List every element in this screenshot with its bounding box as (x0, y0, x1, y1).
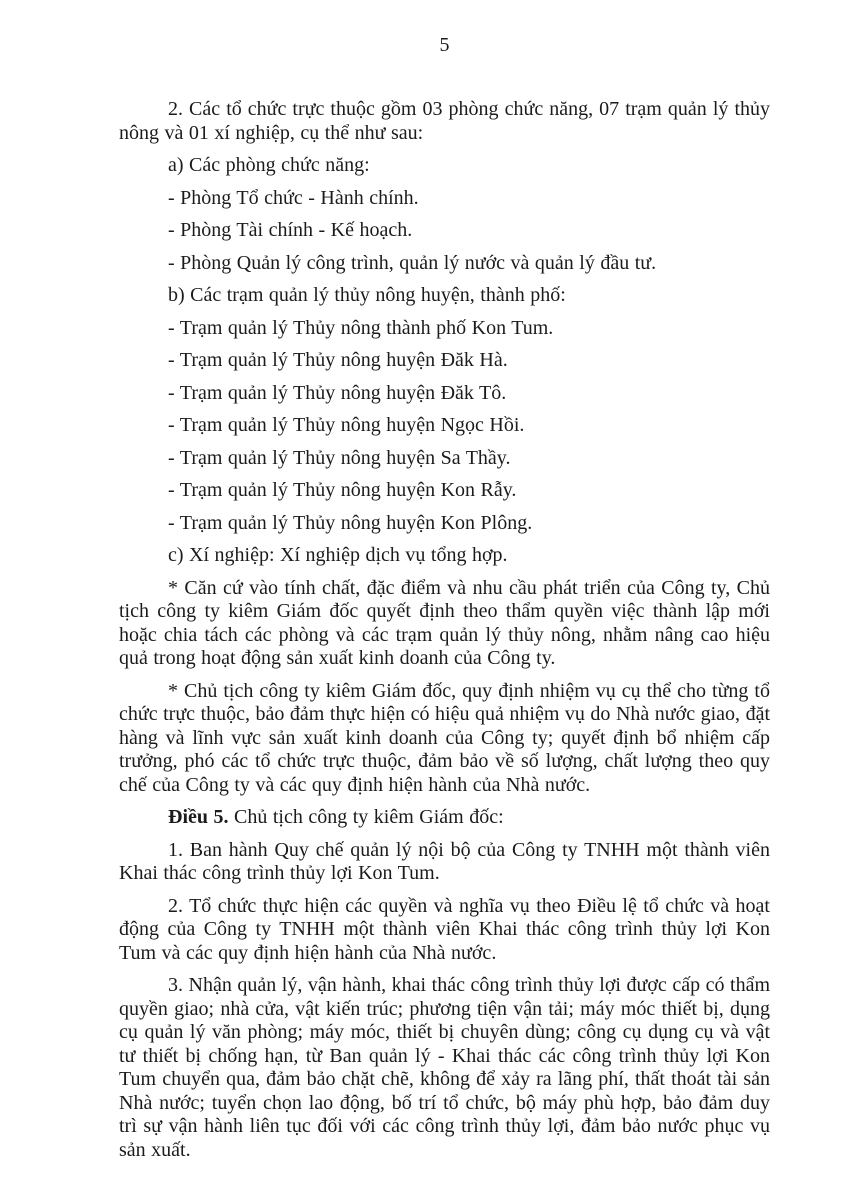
paragraph-text: - Trạm quản lý Thủy nông huyện Đăk Tô. (168, 381, 507, 404)
paragraph (119, 98, 770, 145)
paragraph-text: - Trạm quản lý Thủy nông thành phố Kon Tum. (168, 316, 554, 339)
paragraph (119, 382, 770, 406)
paragraph-text: 2. Các tổ chức trực thuộc gồm 03 phòng chức năng, 07 trạm quản lý thủy nông và 01 xí nghiệp, cụ thể như sau: (119, 98, 770, 144)
paragraph-text: 3. Nhận quản lý, vận hành, khai thác công trình thủy lợi được cấp có thẩm quyền giao; nhà cửa, vật kiến trúc; phương tiện vận tải; máy móc thiết bị, dụng cụ quản lý văn phòng; máy móc, thiết bị chuyên dùng; công cụ dụng cụ và vật tư thiết bị chống hạn, từ Ban quản lý - Khai thác các công trình thủy lợi Kon Tum chuyển qua, đảm bảo chặt chẽ, không để xảy ra lãng phí, thất thoát tài sản Nhà nước; tuyển chọn lao động, bố trí tổ chức, bộ máy phù hợp, bảo đảm duy trì sự vận hành liên tục đối với các công trình thủy lợi, đảm bảo nước phục vụ sản xuất. (119, 974, 770, 1161)
page-number: 5 (439, 34, 450, 56)
paragraph (119, 154, 770, 178)
paragraph (119, 219, 770, 243)
paragraph (119, 187, 770, 211)
article-label: Điều 5. (168, 806, 229, 828)
paragraph-text: - Phòng Quản lý công trình, quản lý nước và quản lý đầu tư. (168, 251, 657, 274)
paragraph (119, 512, 770, 536)
paragraph (119, 680, 770, 798)
document-body (119, 98, 770, 1162)
paragraph (119, 284, 770, 308)
paragraph (119, 414, 770, 438)
paragraph (119, 839, 770, 886)
paragraph-text: - Phòng Tài chính - Kế hoạch. (168, 219, 413, 241)
paragraph-text: b) Các trạm quản lý thủy nông huyện, thành phố: (168, 284, 566, 306)
paragraph (119, 544, 770, 568)
paragraph (119, 806, 770, 830)
paragraph (119, 577, 770, 671)
paragraph-text: - Trạm quản lý Thủy nông huyện Sa Thầy. (168, 446, 511, 469)
paragraph-text: - Trạm quản lý Thủy nông huyện Đăk Hà. (168, 349, 508, 371)
paragraph-text: - Trạm quản lý Thủy nông huyện Ngọc Hồi. (168, 414, 525, 436)
paragraph (119, 252, 770, 276)
paragraph-text: - Phòng Tổ chức - Hành chính. (168, 186, 419, 209)
paragraph-text: - Trạm quản lý Thủy nông huyện Kon Plông. (168, 511, 533, 534)
paragraph-text: c) Xí nghiệp: Xí nghiệp dịch vụ tổng hợp. (168, 544, 508, 566)
paragraph (119, 479, 770, 503)
paragraph-text: - Trạm quản lý Thủy nông huyện Kon Rẫy. (168, 479, 517, 501)
paragraph-text: * Căn cứ vào tính chất, đặc điểm và nhu cầu phát triển của Công ty, Chủ tịch công ty kiêm Giám đốc quyết định theo thẩm quyền việc thành lập mới hoặc chia tách các phòng và các trạm quản lý thủy nông, nhằm nâng cao hiệu quả trong hoạt động sản xuất kinh doanh của Công ty. (119, 576, 770, 669)
paragraph-text: 1. Ban hành Quy chế quản lý nội bộ của Công ty TNHH một thành viên Khai thác công trình thủy lợi Kon Tum. (119, 838, 770, 884)
paragraph (119, 317, 770, 341)
paragraph (119, 895, 770, 966)
paragraph-text: 2. Tổ chức thực hiện các quyền và nghĩa vụ theo Điều lệ tổ chức và hoạt động của Công ty TNHH một thành viên Khai thác công trình thủy lợi Kon Tum và các quy định hiện hành của Nhà nước. (119, 894, 770, 964)
paragraph (119, 447, 770, 471)
paragraph (119, 974, 770, 1162)
paragraph-text: Chủ tịch công ty kiêm Giám đốc: (228, 806, 504, 828)
paragraph-text: a) Các phòng chức năng: (168, 154, 370, 176)
paragraph (119, 349, 770, 373)
paragraph-text: * Chủ tịch công ty kiêm Giám đốc, quy định nhiệm vụ cụ thể cho từng tổ chức trực thuộc, bảo đảm thực hiện có hiệu quả nhiệm vụ do Nhà nước giao, đặt hàng và lĩnh vực sản xuất kinh doanh của Công ty; quyết định bổ nhiệm cấp trưởng, phó các tổ chức trực thuộc, đảm bảo về số lượng, chất lượng theo quy chế của Công ty và các quy định hiện hành của Nhà nước. (119, 679, 770, 796)
